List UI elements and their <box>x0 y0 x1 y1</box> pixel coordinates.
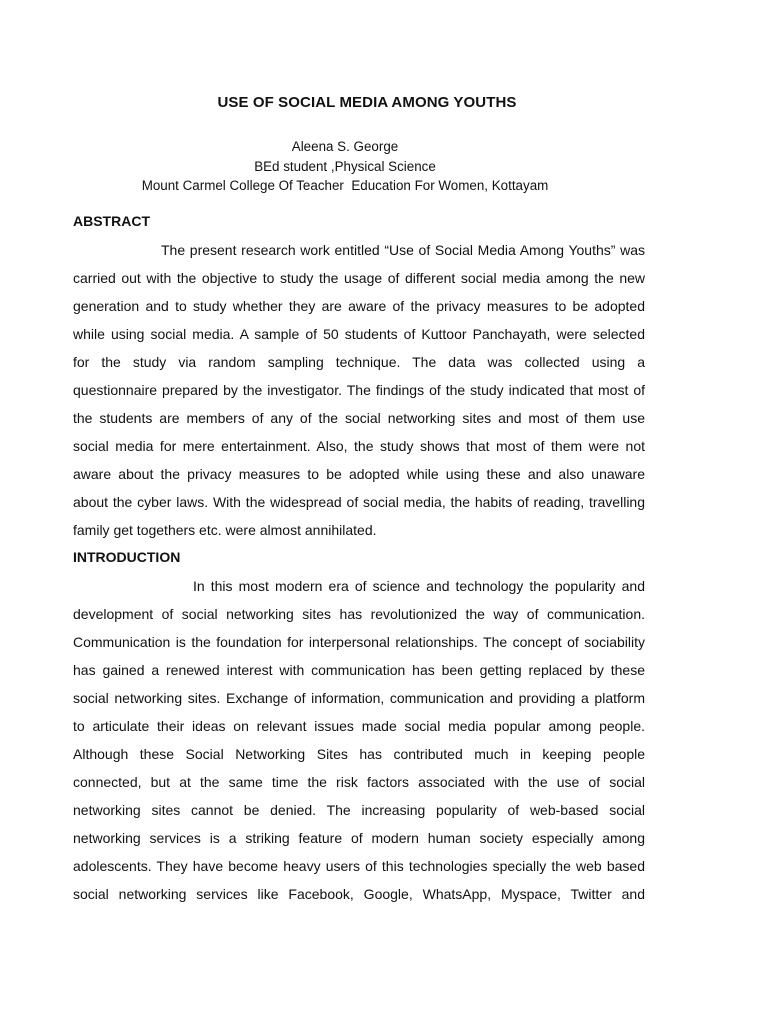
introduction-line: social networking services like Facebook, Google, WhatsApp, Myspace, Twitter and <box>73 886 645 902</box>
introduction-line: has gained a renewed interest with communication has been getting replaced by these <box>73 662 645 678</box>
introduction-line: social networking sites. Exchange of information, communication and providing a platform <box>73 690 645 706</box>
abstract-line: generation and to study whether they are aware of the privacy measures to be adopted <box>73 298 645 314</box>
introduction-line: In this most modern era of science and technology the popularity and <box>193 578 645 594</box>
introduction-body <box>73 572 645 908</box>
abstract-line: family get togethers etc. were almost annihilated. <box>73 522 377 538</box>
abstract-line: The present research work entitled “Use of Social Media Among Youths” was <box>161 242 645 258</box>
introduction-line: Although these Social Networking Sites has contributed much in keeping people <box>73 746 645 762</box>
introduction-line: to articulate their ideas on relevant issues made social media popular among people. <box>73 718 645 734</box>
introduction-heading: INTRODUCTION <box>73 549 181 565</box>
introduction-line: networking sites cannot be denied. The increasing popularity of web-based social <box>73 802 645 818</box>
introduction-line: Communication is the foundation for interpersonal relationships. The concept of sociability <box>73 634 645 650</box>
abstract-body <box>73 236 645 544</box>
author-name: Aleena S. George <box>291 139 399 154</box>
author-role: BEd student ,Physical Science <box>254 158 436 174</box>
author-block <box>0 137 690 196</box>
abstract-line: aware about the privacy measures to be adopted while using these and also unaware <box>73 466 645 482</box>
abstract-line: while using social media. A sample of 50 students of Kuttoor Panchayath, were selected <box>73 326 645 342</box>
abstract-line: questionnaire prepared by the investigator. The findings of the study indicated that most of <box>73 382 645 398</box>
abstract-line: for the study via random sampling technique. The data was collected using a <box>73 354 645 370</box>
introduction-line: adolescents. They have become heavy users of this technologies specially the web based <box>73 858 645 874</box>
paper-title: USE OF SOCIAL MEDIA AMONG YOUTHS <box>217 94 517 111</box>
introduction-line: networking services is a striking feature of modern human society especially among <box>73 830 645 846</box>
introduction-line: connected, but at the same time the risk factors associated with the use of social <box>73 774 645 790</box>
abstract-line: social media for mere entertainment. Also, the study shows that most of them were not <box>73 438 645 454</box>
abstract-heading: ABSTRACT <box>73 213 150 229</box>
abstract-line: the students are members of any of the social networking sites and most of them use <box>73 410 645 426</box>
abstract-line: carried out with the objective to study the usage of different social media among the new <box>73 270 645 286</box>
abstract-line: about the cyber laws. With the widespread of social media, the habits of reading, travelling <box>73 494 645 510</box>
author-affiliation: Mount Carmel College Of Teacher Education For Women, Kottayam <box>141 178 549 193</box>
introduction-line: development of social networking sites has revolutionized the way of communication. <box>73 606 645 622</box>
